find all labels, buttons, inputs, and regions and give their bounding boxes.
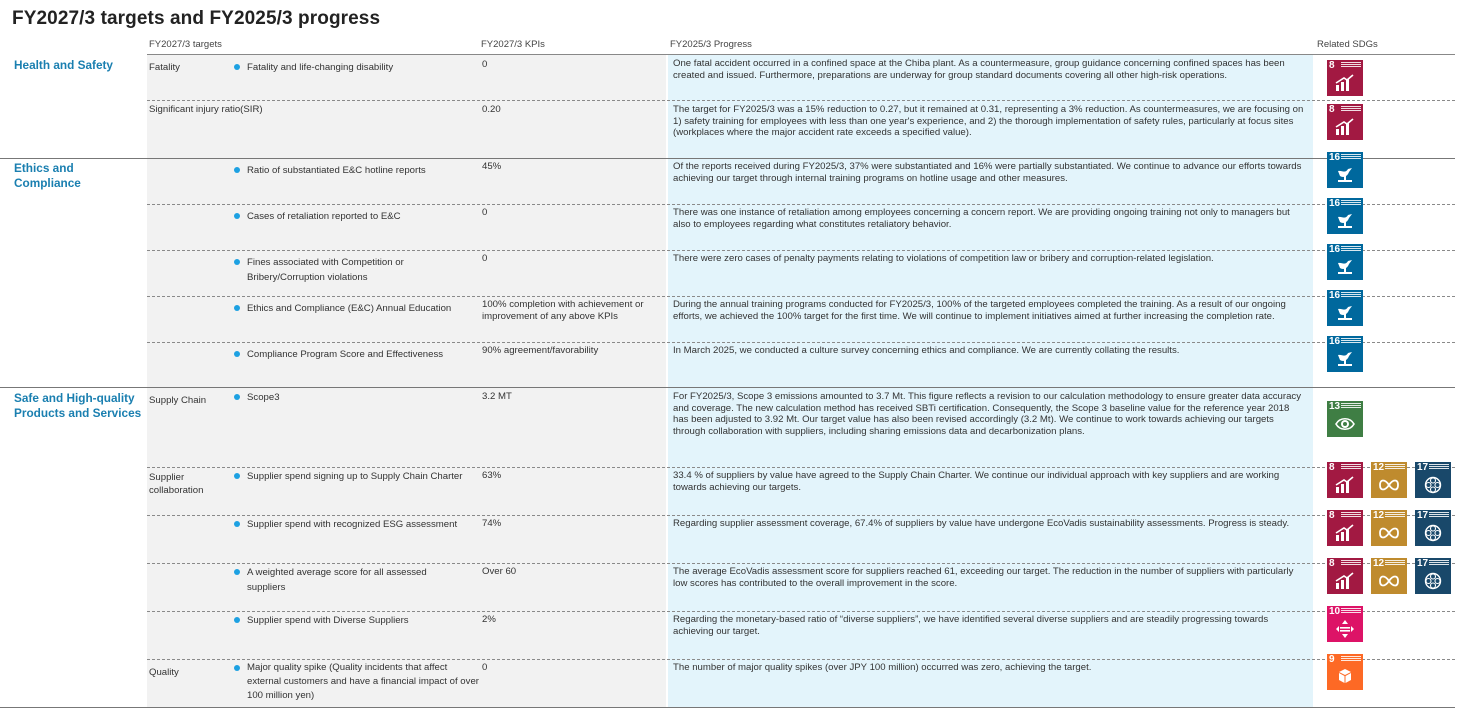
- sdg-16-peace-justice-icon: [1327, 152, 1363, 188]
- sdg-label-lines: [1341, 403, 1361, 409]
- row-progress: In March 2025, we conducted a culture survey concerning ethics and compliance. We are currently collating the results.: [673, 345, 1180, 356]
- row-progress: Of the reports received during FY2025/3, 37% were substantiated and 16% were partially substantiated. We continue to advance our efforts towards achieving our target through internal training programs on hotline usage and other measures.: [673, 161, 1302, 184]
- row-kpi: 0: [482, 662, 488, 673]
- targets-kpi-background: [147, 55, 666, 707]
- row-category: Quality: [149, 667, 179, 678]
- sdg-label-lines: [1341, 560, 1361, 566]
- progress-background: [668, 55, 1313, 707]
- sdg-label-lines: [1341, 608, 1361, 614]
- row-divider: [147, 515, 1455, 516]
- sdg-label-lines: [1429, 512, 1449, 518]
- row-progress: 33.4 % of suppliers by value have agreed to the Supply Chain Charter. We continue our individual approach with key suppliers and are working towards achieving our targets.: [673, 470, 1280, 493]
- sdg-17-partnerships-icon: [1415, 462, 1451, 498]
- sdg-8-decent-work-icon: [1327, 462, 1363, 498]
- row-kpi: 3.2 MT: [482, 391, 512, 402]
- sdg-number: 17: [1417, 462, 1429, 473]
- sdg-label-lines: [1341, 154, 1361, 160]
- row-target: Supplier spend signing up to Supply Chain Charter: [247, 471, 463, 482]
- row-kpi: 45%: [482, 161, 502, 172]
- bullet-icon: [234, 617, 240, 623]
- sdg-number: 8: [1329, 510, 1335, 521]
- header-kpis: FY2027/3 KPIs: [481, 39, 545, 50]
- bullet-icon: [234, 64, 240, 70]
- sdg-12-responsible-consumption-icon: [1371, 510, 1407, 546]
- sdg-number: 12: [1373, 510, 1385, 521]
- sdg-label-lines: [1429, 464, 1449, 470]
- sdg-8-decent-work-icon: [1327, 104, 1363, 140]
- page-title: FY2027/3 targets and FY2025/3 progress: [12, 8, 381, 29]
- sdg-label-lines: [1341, 464, 1361, 470]
- row-divider: [147, 250, 1455, 251]
- section-ethics-and-compliance: Ethics and Compliance: [14, 161, 81, 190]
- sdg-17-partnerships-icon: [1415, 510, 1451, 546]
- bullet-icon: [234, 394, 240, 400]
- row-kpi: 0: [482, 207, 488, 218]
- sdg-number: 16: [1329, 336, 1341, 347]
- section-health-and-safety: Health and Safety: [14, 58, 113, 72]
- section-safe-high-quality: Safe and High-quality Products and Services: [14, 391, 142, 420]
- sdg-9-industry-innovation-icon: [1327, 654, 1363, 690]
- row-progress: Regarding the monetary-based ratio of “diverse suppliers”, we have identified several diverse suppliers and are steadily progressing towards achieving our target.: [673, 614, 1269, 637]
- bullet-icon: [234, 665, 240, 671]
- bullet-icon: [234, 473, 240, 479]
- sdg-16-peace-justice-icon: [1327, 244, 1363, 280]
- row-progress: Regarding supplier assessment coverage, 67.4% of suppliers by value have undergone EcoVadis sustainability assessments. Progress is steady.: [673, 518, 1290, 529]
- sdg-8-decent-work-icon: [1327, 510, 1363, 546]
- row-progress: One fatal accident occurred in a confined space at the Chiba plant. As a countermeasure, group guidance concerning confined spaces has been created and issued. Furthermore, preparations are underway for group standard documents covering all other high-risk operations.: [673, 58, 1285, 81]
- sdg-number: 16: [1329, 290, 1341, 301]
- header-targets: FY2027/3 targets: [149, 39, 222, 50]
- row-category: Supplier collaboration: [149, 472, 204, 496]
- sdg-number: 13: [1329, 401, 1341, 412]
- sdg-number: 12: [1373, 558, 1385, 569]
- sdg-16-peace-justice-icon: [1327, 198, 1363, 234]
- row-category: Significant injury ratio(SIR): [149, 104, 263, 115]
- bullet-icon: [234, 305, 240, 311]
- sdg-12-responsible-consumption-icon: [1371, 558, 1407, 594]
- row-target: A weighted average score for all assessed suppliers: [247, 567, 427, 593]
- row-target: Major quality spike (Quality incidents that affect external customers and have a financial impact of over 100 million yen): [247, 662, 479, 701]
- sdg-17-partnerships-icon: [1415, 558, 1451, 594]
- sdg-label-lines: [1341, 512, 1361, 518]
- section-divider: [0, 387, 1455, 388]
- row-progress: During the annual training programs conducted for FY2025/3, 100% of the targeted employees completed the training. As a result of our ongoing efforts, we achieved the 100% target for the first time. We will continue to implement initiatives aimed at further increasing the completion rate.: [673, 299, 1286, 322]
- row-divider: [147, 100, 1455, 101]
- row-progress: There were zero cases of penalty payments relating to violations of competition law or bribery and corruption-related legislation.: [673, 253, 1214, 264]
- row-target: Fines associated with Competition or Bribery/Corruption violations: [247, 257, 404, 283]
- row-kpi: 63%: [482, 470, 502, 481]
- row-target: Ethics and Compliance (E&C) Annual Education: [247, 303, 452, 314]
- sdg-label-lines: [1341, 106, 1361, 112]
- header-progress: FY2025/3 Progress: [670, 39, 752, 50]
- row-progress: For FY2025/3, Scope 3 emissions amounted to 3.7 Mt. This figure reflects a revision to our calculation methodology to ensure greater data accuracy and coverage. The new calculation method has received SBTi certification. Consequently, the Scope 3 baseline value for the reference year 2018 has been adjusted to 3.92 Mt. Our target value has also been revised accordingly (3.2 Mt). We continue to work towards achieving our targets through collaboration with suppliers, including sharing emissions data and decarbonization plans.: [673, 391, 1302, 437]
- section-divider: [0, 158, 1455, 159]
- row-progress: The number of major quality spikes (over JPY 100 million) occurred was zero, achieving the target.: [673, 662, 1092, 673]
- row-kpi: 74%: [482, 518, 502, 529]
- sdg-16-peace-justice-icon: [1327, 290, 1363, 326]
- row-kpi: 0: [482, 253, 488, 264]
- row-progress: There was one instance of retaliation among employees concerning a concern report. We are providing ongoing training not only to managers but also to employees regarding what constitutes retaliatory behavior.: [673, 207, 1290, 230]
- header-sdgs: Related SDGs: [1317, 39, 1378, 50]
- sdg-number: 8: [1329, 462, 1335, 473]
- bullet-icon: [234, 351, 240, 357]
- row-target: Scope3: [247, 392, 280, 403]
- row-target: Supplier spend with Diverse Suppliers: [247, 615, 409, 626]
- sdg-label-lines: [1385, 464, 1405, 470]
- sdg-number: 8: [1329, 558, 1335, 569]
- sdg-number: 8: [1329, 60, 1335, 71]
- sdg-number: 16: [1329, 198, 1341, 209]
- row-divider: [147, 342, 1455, 343]
- row-kpi: 90% agreement/favorability: [482, 345, 599, 356]
- row-target: Fatality and life-changing disability: [247, 62, 394, 73]
- row-divider: [147, 611, 1455, 612]
- row-category: Fatality: [149, 62, 180, 73]
- sdg-12-responsible-consumption-icon: [1371, 462, 1407, 498]
- row-progress: The target for FY2025/3 was a 15% reduction to 0.27, but it remained at 0.31, representing a 3% reduction. As countermeasures, we are focusing on 1) safety training for employees with less than one year's experience, and 2) the thorough implementation of safety rules, particularly at focus sites (workplaces where the major accident rate exceeds a specified value).: [673, 104, 1304, 139]
- bullet-icon: [234, 521, 240, 527]
- sdg-number: 12: [1373, 462, 1385, 473]
- sdg-number: 9: [1329, 654, 1335, 665]
- sdg-label-lines: [1341, 200, 1361, 206]
- sdg-label-lines: [1385, 560, 1405, 566]
- sdg-number: 8: [1329, 104, 1335, 115]
- sdg-number: 16: [1329, 152, 1341, 163]
- row-kpi: Over 60: [482, 566, 517, 577]
- row-divider: [147, 204, 1455, 205]
- row-divider: [147, 659, 1455, 660]
- sdg-label-lines: [1429, 560, 1449, 566]
- row-kpi: 2%: [482, 614, 496, 625]
- sdg-10-reduced-inequalities-icon: [1327, 606, 1363, 642]
- row-category: Supply Chain: [149, 395, 207, 406]
- bullet-icon: [234, 167, 240, 173]
- bullet-icon: [234, 569, 240, 575]
- bullet-icon: [234, 259, 240, 265]
- sdg-label-lines: [1341, 338, 1361, 344]
- row-target: Cases of retaliation reported to E&C: [247, 211, 401, 222]
- row-divider: [147, 296, 1455, 297]
- bullet-icon: [234, 213, 240, 219]
- row-target: Supplier spend with recognized ESG assessment: [247, 519, 458, 530]
- sdg-13-climate-action-icon: [1327, 401, 1363, 437]
- sdg-number: 16: [1329, 244, 1341, 255]
- sdg-label-lines: [1341, 62, 1361, 68]
- sdg-8-decent-work-icon: [1327, 558, 1363, 594]
- sdg-number: 10: [1329, 606, 1341, 617]
- row-progress: The average EcoVadis assessment score for suppliers reached 61, exceeding our target. The reduction in the number of suppliers with particularly low scores has contributed to the overall improvement in the score.: [673, 566, 1294, 589]
- row-target: Compliance Program Score and Effectiveness: [247, 349, 444, 360]
- row-kpi: 100% completion with achievement or improvement of any above KPIs: [482, 299, 644, 322]
- sdg-label-lines: [1341, 246, 1361, 252]
- sdg-number: 17: [1417, 510, 1429, 521]
- sdg-label-lines: [1385, 512, 1405, 518]
- sdg-8-decent-work-icon: [1327, 60, 1363, 96]
- row-divider: [147, 563, 1455, 564]
- section-divider: [0, 707, 1455, 708]
- sdg-label-lines: [1341, 656, 1361, 662]
- row-divider: [147, 467, 1455, 468]
- sdg-number: 17: [1417, 558, 1429, 569]
- row-kpi: 0.20: [482, 104, 501, 115]
- row-kpi: 0: [482, 59, 488, 70]
- sdg-label-lines: [1341, 292, 1361, 298]
- sdg-16-peace-justice-icon: [1327, 336, 1363, 372]
- row-target: Ratio of substantiated E&C hotline reports: [247, 165, 426, 176]
